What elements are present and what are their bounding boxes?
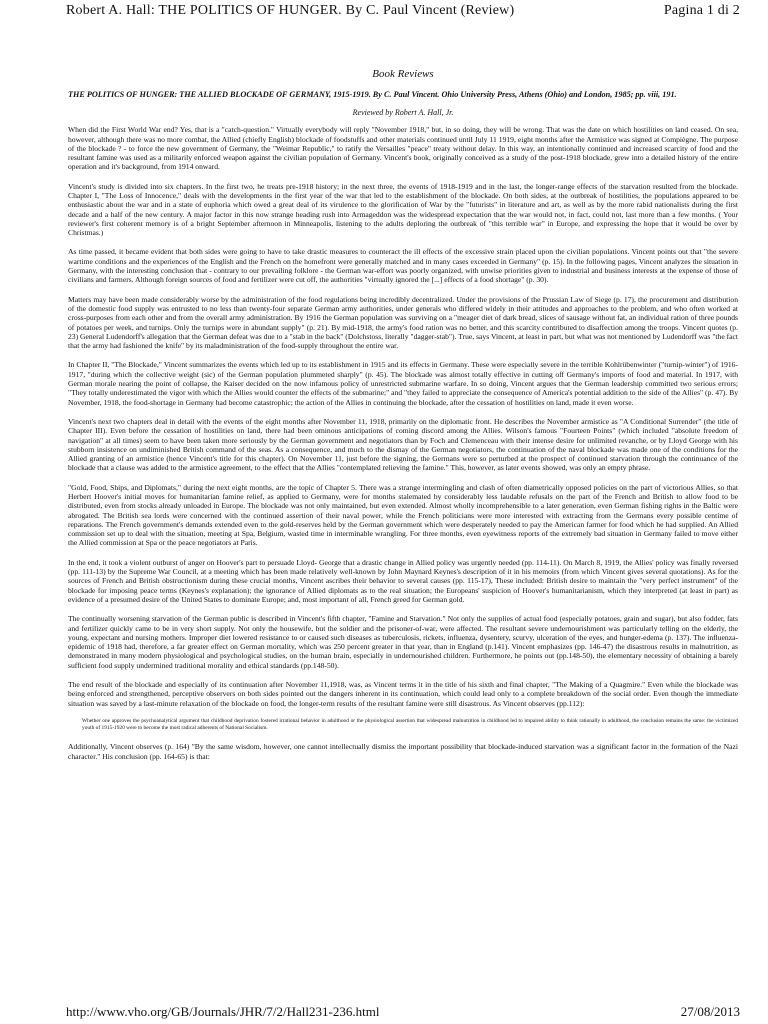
paragraph: Vincent's study is divided into six chapters. In the first two, he treats pre-1918 history; in the next three, the events of 1918-1919 and in the last, the longer-range effects of the starvation resulted from the blockade. Chapter I, "The Loss of Innocence," deals with the developments in the first year of the war that led to the establishment of the blockade. On both sides, at the outbreak of hostilities, the populations appeared to be enthusiastic about the war and in a state of euphoria which owed a great deal of its virulence to the glorification of War by the "futurists" in literature and art, as well as by the more rabid nationalists during the first decade and a half of the new century. A major factor in this now strange heading rush into Armageddon was the widespread expectation that the war would not, in fact, could not, last more than a few months. ( Your reviewer's first coherent memory is of a bright September afternoon in Minneapolis, listening to the adults deploring the outbreak of "this terrible war" in Europe, and expressing the hope that it would be over by Christmas.) (68, 181, 738, 238)
page-indicator: Pagina 1 di 2 (663, 3, 740, 18)
paragraph: In Chapter II, "The Blockade," Vincent summarizes the events which led up to its establishment in 1915 and its effects in Germany. These were especially severe in the terrible Kohlrübenwinter ("turnip-winter") of 1916-1917, "during which the collective weight (sic) of the German population plummeted sharply" (p. 45). The blockade was almost totally effective in cutting off Germany's imports of food and material. In 1917, with German morale nearing the point of collapse, the Kaiser decided on the now infamous policy of unrestricted submarine warfare. In so doing, Vincent argues that the German leadership committed two serious errors; "They totally underestimated the vigor with which the Allies would counter the effects of the submarine;" and "they failed to appreciate the consequence of America's potential addition to the side of the Allies" (p. 47). By November, 1918, the food-shortage in Germany had become catastrophic; the action of the Allies in continuing the blockade, after the cessation of hostilities on land, made it even worse. (68, 360, 738, 407)
paragraph: In the end, it took a violent outburst of anger on Hoover's part to persuade Lloyd- George that a drastic change in Allied policy was urgently needed (pp. 114-11). On March 8, 1919, the Allies' policy was finally reversed (pp. 111-13) by the Supreme War Council, at a meeting which has been made relatively well-known by John Maynard Keynes's description of it in his memoirs (from which Vincent gives several quotations). As for the sources of French and British obstructionism during these crucial months, Vincent ascribes their behavior to several causes (pp. 115-17), These included: British desire to maintain the "very perfect instrument" of the blockade for imposing peace terms (Keynes's explanation); the ignorance of Allied diplomats as to the real situation; the Europeans' suspicion of Hoover's humanitarianism, which they interpreted (at least in part) as evidence of a presumed desire of the United States to dominate Europe; and, most important of all, French greed for German gold. (68, 557, 738, 604)
print-footer (66, 1002, 740, 1022)
block-quote: Whether one approves the psychoanalytical argument that childhood deprivation fostered irrational behavior in adulthood or the physiological assertion that widespread malnutrition in childhood led to impaired ability to think rationally in adulthood, the conclusion remains the same: the victimized youth of 1915-1920 were to become the most radical adherents of National Socialism. (82, 717, 738, 732)
source-url-link[interactable]: http://www.vho.org/GB/Journals/JHR/7/2/Hall231-236.html (66, 1004, 380, 1019)
reviewer-line: Reviewed by Robert A. Hall, Jr. (352, 108, 454, 118)
paragraph: As time passed, it became evident that both sides were going to have to take drastic measures to counteract the ill effects of the excessive strain placed upon the civilian populations. Vincent points out that "the severe wartime conditions and the experiences of the English and the French on the homefront were generally matched and in many cases exceeded in Germany" (p. 15). In the following pages, Vincent analyzes the situation in Germany, with the interesting conclusion that - contrary to our prevailing folklore - the German war-effort was poorly organized, with unwise priorities given to industrial and business interests at the expense of those of civilians and farmers. Although foreign sources of food and fertilizer were cut off, the authorities "virtually ignored the [...] effects of a food shortage" (p. 30). (68, 247, 738, 285)
paragraph: Matters may have been made considerably worse by the administration of the food regulations being incredibly decentralized. Under the provisions of the Prussian Law of Siege (p. 17), the procurement and distribution of the domestic food supply was entrusted to no less than twenty-four separate German army authorities, under generals who differed widely in their attitudes and approaches to the problem, and who often worked at cross-purposes from each other and from the overall army administration. By 1916 the German population was surviving on a "meager diet of dark bread, slices of sausage without fat, an individual ration of three pounds of potatoes per week, and turnips. Only the turnips were in abundant supply" (p. 21). By mid-1918, the army's food ration was no better, and this scarcity contributed to disaffection among the troops. Vincent quotes (p. 23) General Ludendorff's allegation that the German defeat was due to a "stab in the back" (Dolchstoss, literally "dagger-stab"). True, says Vincent, at least in part, but what was not mentioned by Ludendorff was "the fact that the army had fashioned the knife" by its maladministration of the food-supply throughout the entire war. (68, 294, 738, 351)
article (68, 68, 738, 771)
paragraph: The continually worsening starvation of the German public is described in Vincent's fifth chapter, "Famine and Starvation." Not only the supplies of actual food (especially potatoes, grain and sugar), but also fodder, fats and fertilizer quickly came to be in very short supply. Not only the housewife, but the soldier and the prisoner-of-war, were affected. The resultant severe undernourishment was particularly telling on the elderly, the young, expectant and nursing mothers. Improper diet lowered resistance to or caused such diseases as tuberculosis, rickets, influenza, dysentery, scurvy, ulceration of the eyes, and hunger-edema (p. 137). The influenza-epidemic of 1918 had, therefore, a far greater effect on German mortality, which was 250 percent greater in that year, than in England (p.141). Vincent emphasizes (pp. 146-47) the disastrous results in malnutrition, as demonstrated in many modern physiological and psychological studies, on the human brain, especially in undernourished children. Furthermore, he points out (pp.148-50), the elementary necessity of obtaining a barely sufficient food supply undermined traditional morality and ethical standards (pp.148-50). (68, 614, 738, 670)
print-date: 27/08/2013 (680, 1004, 740, 1019)
paragraph: Vincent's next two chapters deal in detail with the events of the eight months after November 11, 1918, primarily on the diplomatic front. He describes the November armistice as "A Conditional Surrender" (the title of Chapter III). Even before the cessation of hostilities on land, there had been ominous anticipations of coming discord among the Allies. Wilson's famous "Fourteen Points" (which included "absolute freedom of navigation" at all times) seem to have been taken more seriously by the German government and negotiators than by Foch and Clemenceau with their intense desire for unlimited revanche, or by Lloyd George with his stubborn insistence on undiminished British command of the seas. As a consequence, and much to the dismay of the German negotiators, the continuation of the naval blockade was made one of the conditions for the Allied granting of an armistice (hence Vincent's title for this chapter). On November 11, just before the signing, the Germans were so perturbed at the prospect of continued starvation through the continuance of the blockade that a clause was added to the armistice agreement, to the effect that the Allies "contemplated relieving the famine." This, however, as later events showed, was only an empty phrase. (68, 416, 738, 473)
paragraph: Additionally, Vincent observes (p. 164) "By the same wisdom, however, one cannot intellectually dismiss the important possibility that blockade-induced starvation was a significant factor in the formation of the Nazi character." His conclusion (pp. 164-65) is that: (68, 742, 738, 761)
paragraph: The end result of the blockade and especially of its continuation after November 11,1918, was, as Vincent terms it in the title of his sixth and final chapter, "The Making of a Quagmire." Even while the blockade was being enforced and strengthened, perceptive observers on both sides pointed out the dangers inherent in its continuation, which could lead only to a complete breakdown of the social order. Even though the immediate situation was saved by a last-minute relaxation of the blockade on food, the longer-term results of the resultant famine were still disastrous. As Vincent observes (pp.112): (68, 680, 738, 708)
document-title: Robert A. Hall: THE POLITICS OF HUNGER. By C. Paul Vincent (Review) (66, 3, 515, 18)
paragraph: When did the First World War end? Yes, that is a "catch-question." Virtually everybody will reply "November 1918," but, in so doing, they will be wrong. That was the date on which hostilities on land ceased. On sea, however, although there was no more combat, the Allied (chiefly English) blockade of foodstuffs and other materials continued until July 11 1919, eight months after the Armistice was signed at Compiègne. The purpose of the blockade ? - to force the new government of Germany, the "Weimar Republic," to ratify the Versailles "peace" treaty without delay. In this way, an intentionally continued and increased scarcity of food and the resultant famine was used as a militarily enforced weapon against the civilian population of Germany. Vincent's book, originally conceived as a study of the post-1918 blockade, grew into a detailed history of the entire operation and it's background, from 1914 onward. (68, 125, 738, 172)
print-header (66, 0, 740, 22)
paragraph: "Gold, Food, Ships, and Diplomats," during the next eight months, are the topic of Chapter 5. There was a strange intermingling and clash of often diametrically opposed policies on the part of victorious Allies, so that Herbert Hoover's initial moves for humanitarian famine relief, as applied to Germany, were for months stalemated by considerably less laudable refusals on the part of the French and British to allow food to be distributed, even from stocks already unloaded in Europe. The blockade was not only maintained, but even extended. Almost wholly incomprehensible to a later generation, even German fishing rights in the Baltic were abrogated. The British sea lords were concerned with the continued assertion of their naval power, while the French politicians were more interested with extracting from the Germans every possible centime of reparations. The French government's demands extended even to the gold-reserves held by the German government which were desperately needed to pay the American farmer for food which he had supplied. An Allied commission set up to deal with the situation, meeting at Spa, Belgium, wasted time in interminable wrangling. For three months, even eyewitness reports of the extremely bad situation in Germany failed to move either the Allied commission at Spa or the peace negotiators at Paris. (68, 482, 738, 548)
book-citation: THE POLITICS OF HUNGER: THE ALLIED BLOCKADE OF GERMANY, 1915-1919. By C. Paul Vincent. Ohio University Press, Athens (Ohio) and London, 1985; pp. viii, 191. (68, 90, 677, 99)
section-title: Book Reviews (372, 68, 434, 80)
